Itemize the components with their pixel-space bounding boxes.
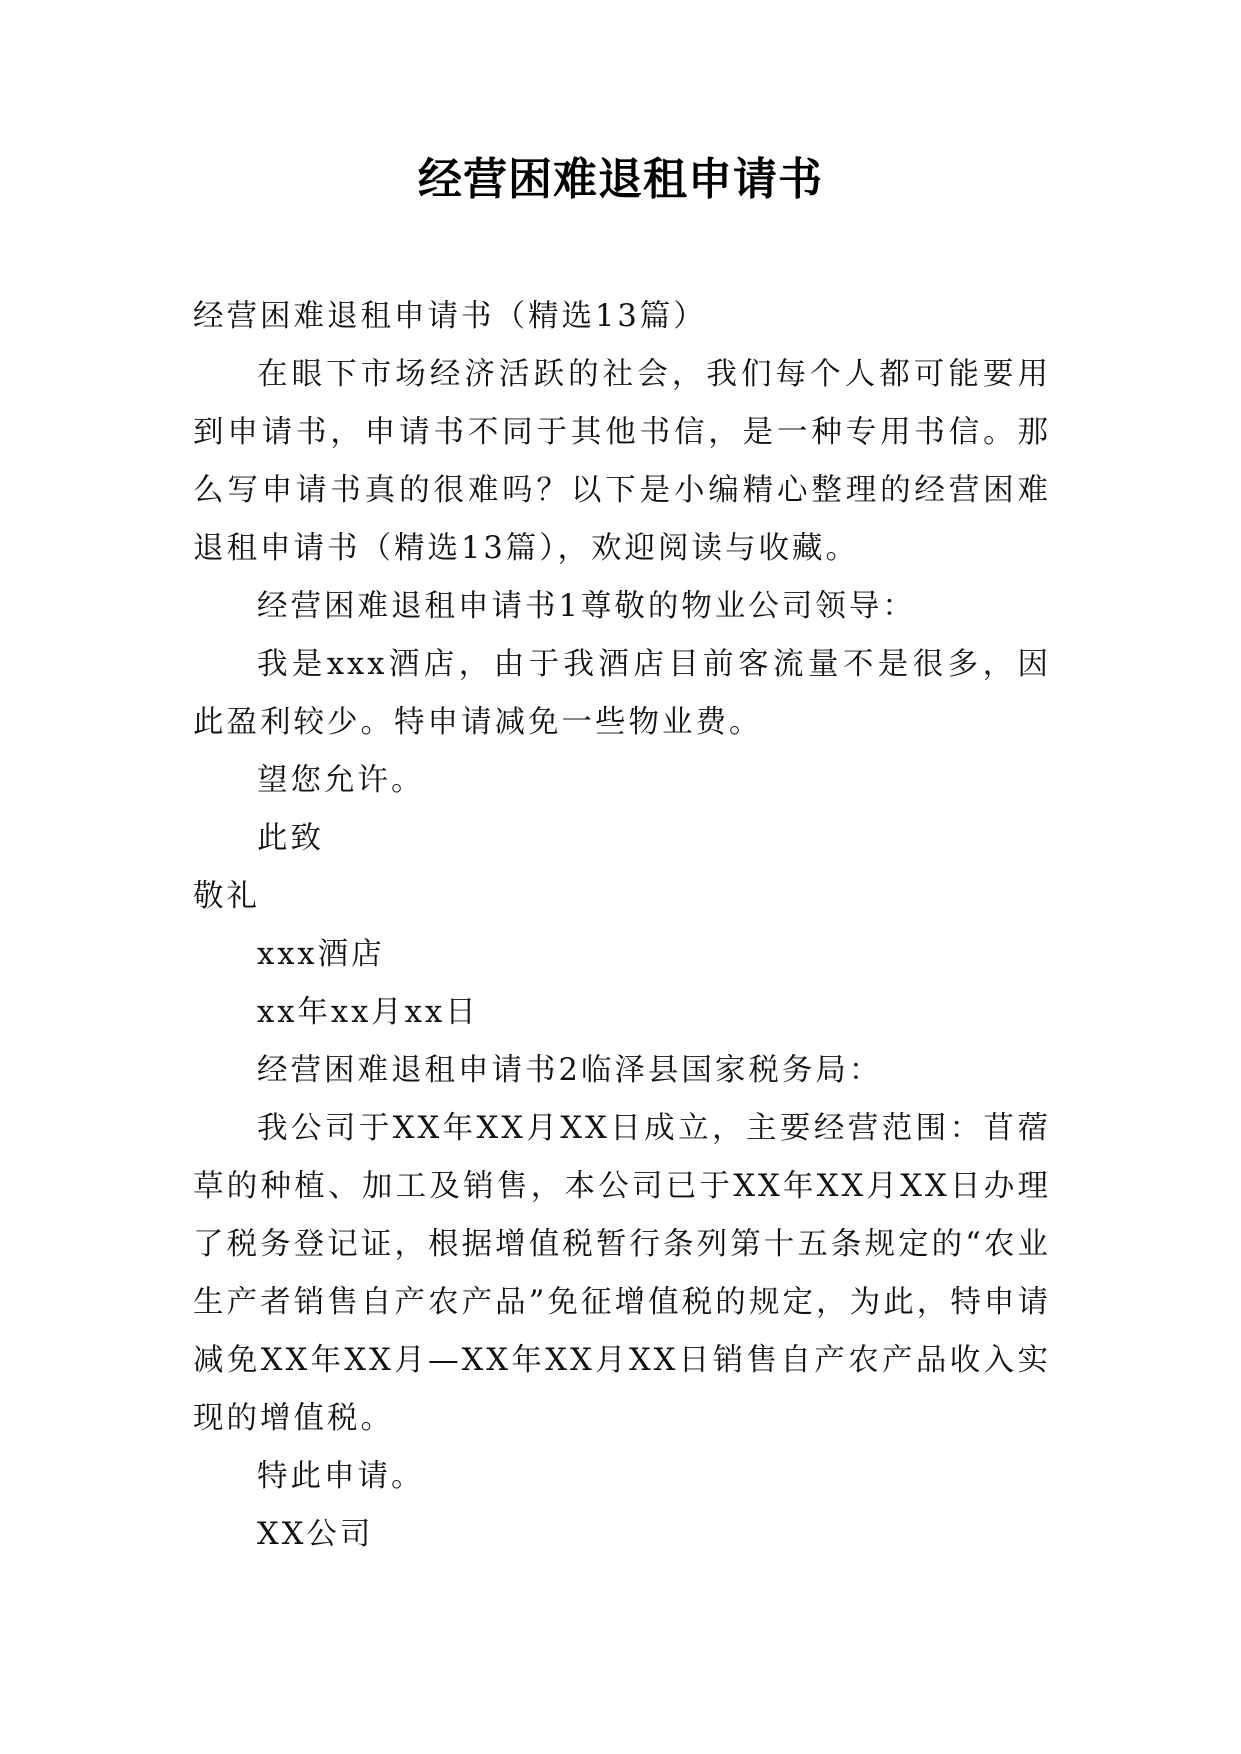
paragraph-letter1-closing: 此致 (257, 821, 324, 856)
paragraph-letter2-signature: XX公司 (257, 1517, 374, 1552)
paragraph-letter2-heading: 经营困难退租申请书2临泽县国家税务局： (257, 1053, 883, 1088)
paragraph-letter1-salutation: 敬礼 (193, 879, 260, 914)
paragraph-letter1-heading: 经营困难退租申请书1尊敬的物业公司领导： (257, 589, 916, 624)
document-body (193, 288, 1051, 1564)
paragraph-letter2-body: 我公司于XX年XX月XX日成立，主要经营范围：苜蓿草的种植、加工及销售，本公司已于XX年XX月XX日办理了税务登记证，根据增值税暂行条列第十五条规定的“农业生产者销售自产农产品”免征增值税的规定，为此，特申请减免XX年XX月—XX年XX月XX日销售自产农产品收入实现的增值税。 (193, 1111, 1051, 1436)
paragraph-letter1-request: 望您允许。 (257, 763, 425, 798)
paragraph-letter2-closing: 特此申请。 (257, 1459, 425, 1494)
paragraph-subtitle: 经营困难退租申请书（精选13篇） (193, 299, 707, 334)
paragraph-letter1-date: xx年xx月xx日 (257, 995, 479, 1030)
paragraph-letter1-signature: xxx酒店 (257, 937, 385, 972)
paragraph-letter1-body: 我是xxx酒店，由于我酒店目前客流量不是很多，因此盈利较少。特申请减免一些物业费。 (193, 647, 1051, 740)
paragraph-intro: 在眼下市场经济活跃的社会，我们每个人都可能要用到申请书，申请书不同于其他书信，是一种专用书信。那么写申请书真的很难吗？以下是小编精心整理的经营困难退租申请书（精选13篇），欢迎阅读与收藏。 (193, 357, 1051, 566)
document-title: 经营困难退租申请书 (418, 154, 823, 205)
